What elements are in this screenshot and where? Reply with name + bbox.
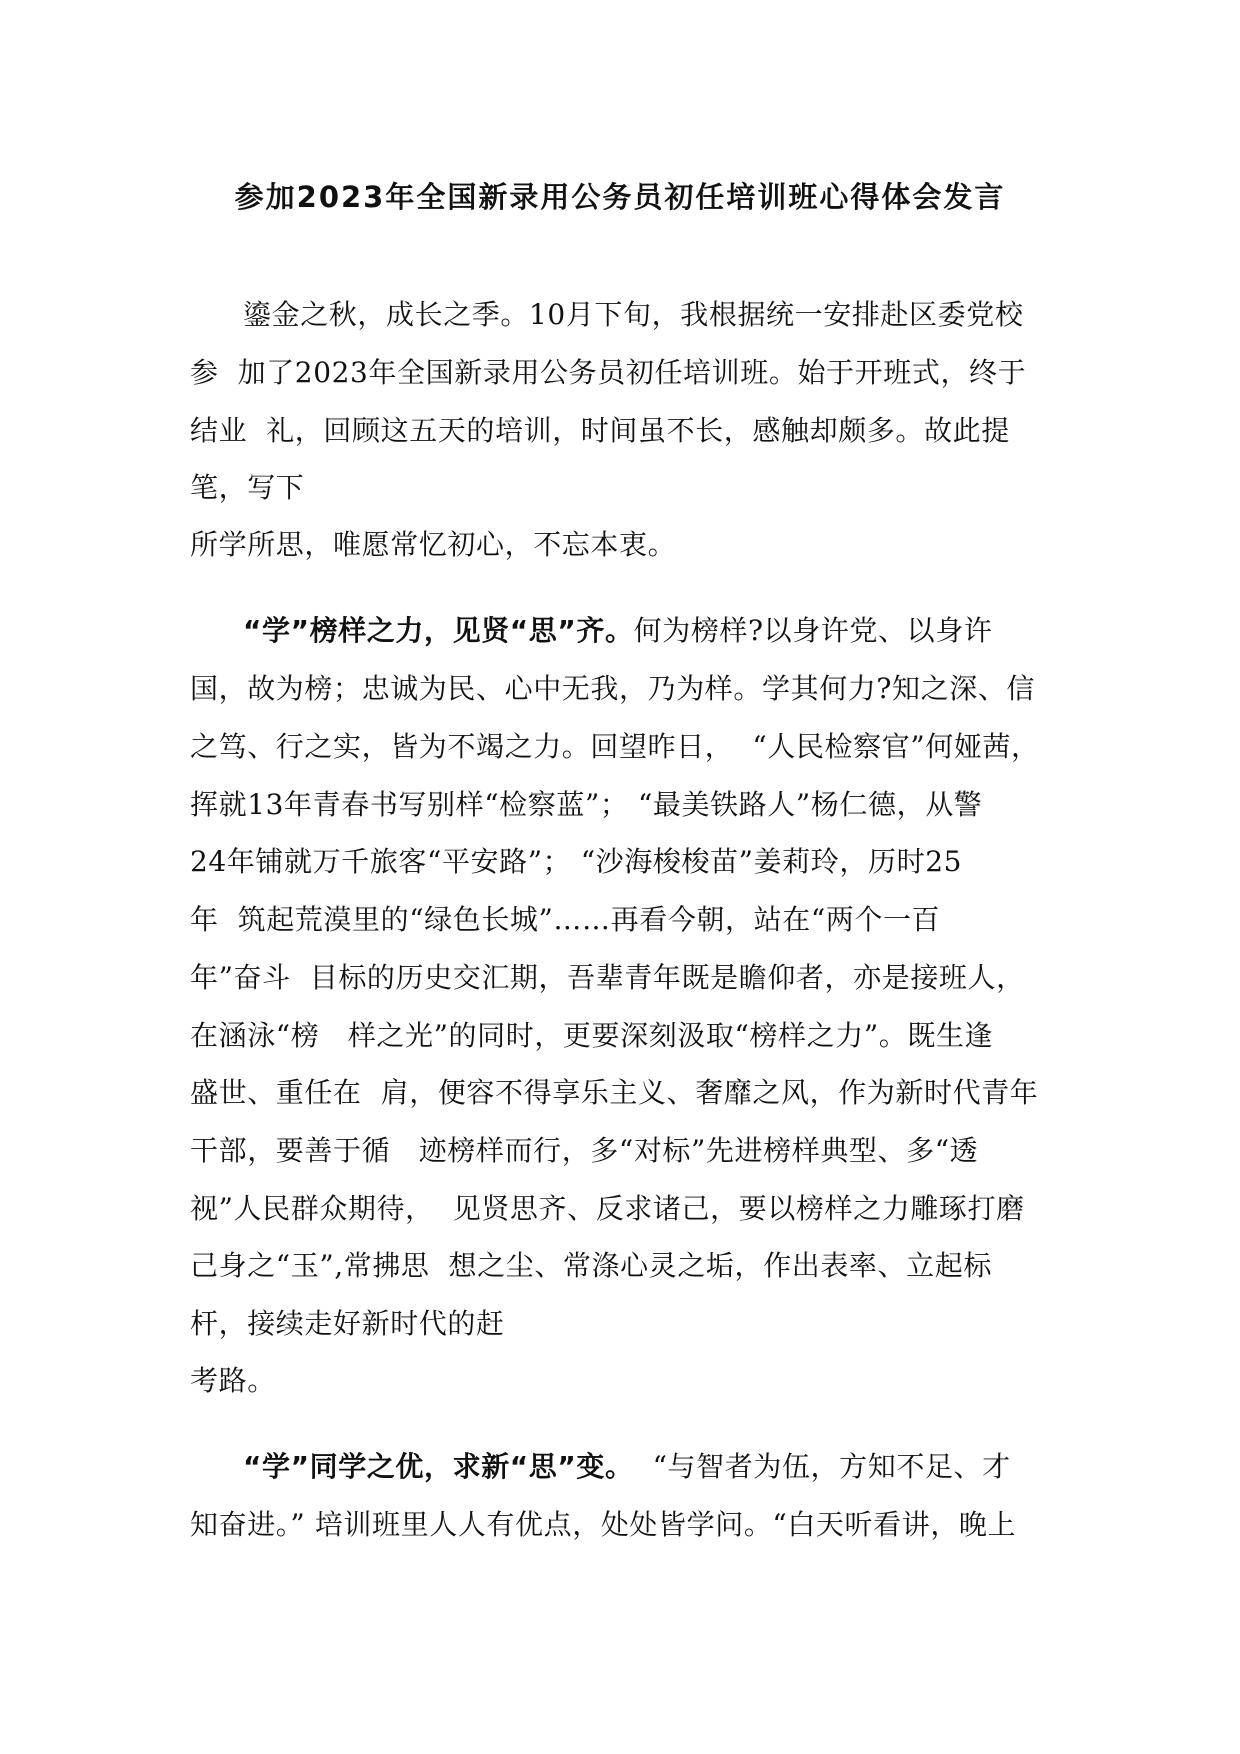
paragraph-2-line-5: 24年铺就万千旅客“平安路”； “沙海梭梭苗”姜莉玲，历时25 (190, 845, 963, 878)
paragraph-2-line-6: 年 筑起荒漠里的“绿色长城”……再看今朝，站在“两个一百 (190, 903, 941, 936)
paragraph-3-line-2: 知奋进。” 培训班里人人有优点，处处皆学问。“白天听看讲，晚上 (190, 1508, 1017, 1541)
paragraph-2-line-2: 国，故为榜；忠诚为民、心中无我，乃为样。学其何力?知之深、信 (190, 672, 1036, 705)
paragraph-2-line-14: 考路。 (190, 1364, 276, 1397)
paragraph-2-heading: “学”榜样之力，见贤“思”齐。 (243, 614, 634, 647)
paragraph-2-line-1 (243, 611, 992, 651)
paragraph-2-line-9: 盛世、重任在 肩，便容不得享乐主义、奢靡之风，作为新时代青年 (190, 1076, 1039, 1109)
paragraph-2-line-10: 干部，要善于循 迹榜样而行，多“对标”先进榜样典型、多“透 (190, 1134, 979, 1167)
paragraph-1-line-1: 鎏金之秋，成长之季。10月下旬，我根据统一安排赴区委党校 (243, 298, 1024, 331)
paragraph-3-line-1 (243, 1447, 1011, 1487)
paragraph-1-line-4: 笔，写下 (190, 471, 305, 504)
paragraph-2-line-1-text: 何为榜样?以身许党、以身许 (633, 614, 993, 647)
paragraph-2-line-3: 之笃、行之实，皆为不竭之力。回望昨日， “人民检察官”何娅茜， (190, 730, 1040, 763)
document-title: 参加2023年全国新录用公务员初任培训班心得体会发言 (234, 180, 1006, 214)
paragraph-2-line-11: 视”人民群众期待， 见贤思齐、反求诸己，要以榜样之力雕琢打磨 (190, 1192, 1025, 1225)
paragraph-3-line-1-text: “与智者为伍，方知不足、才 (633, 1450, 1011, 1483)
paragraph-2-line-4: 挥就13年青春书写别样“检察蓝”； “最美铁路人”杨仁德，从警 (190, 788, 983, 821)
paragraph-2-line-13: 杆，接续走好新时代的赶 (190, 1307, 505, 1340)
paragraph-2-line-12: 己身之“玉”,常拂思 想之尘、常涤心灵之垢，作出表率、立起标 (190, 1249, 992, 1282)
paragraph-3-heading: “学”同学之优，求新“思”变。 (243, 1450, 634, 1483)
paragraph-2-line-7: 年”奋斗 目标的历史交汇期，吾辈青年既是瞻仰者，亦是接班人， (190, 961, 1025, 994)
paragraph-1-line-5: 所学所思，唯愿常忆初心，不忘本衷。 (190, 528, 677, 561)
paragraph-1-line-3: 结业 礼，回顾这五天的培训，时间虽不长，感触却颇多。故此提 (190, 414, 1010, 447)
paragraph-1-line-2: 参 加了2023年全国新录用公务员初任培训班。始于开班式，终于 (190, 356, 1027, 389)
paragraph-2-line-8: 在涵泳“榜 样之光”的同时，更要深刻汲取“榜样之力”。既生逢 (190, 1019, 994, 1052)
